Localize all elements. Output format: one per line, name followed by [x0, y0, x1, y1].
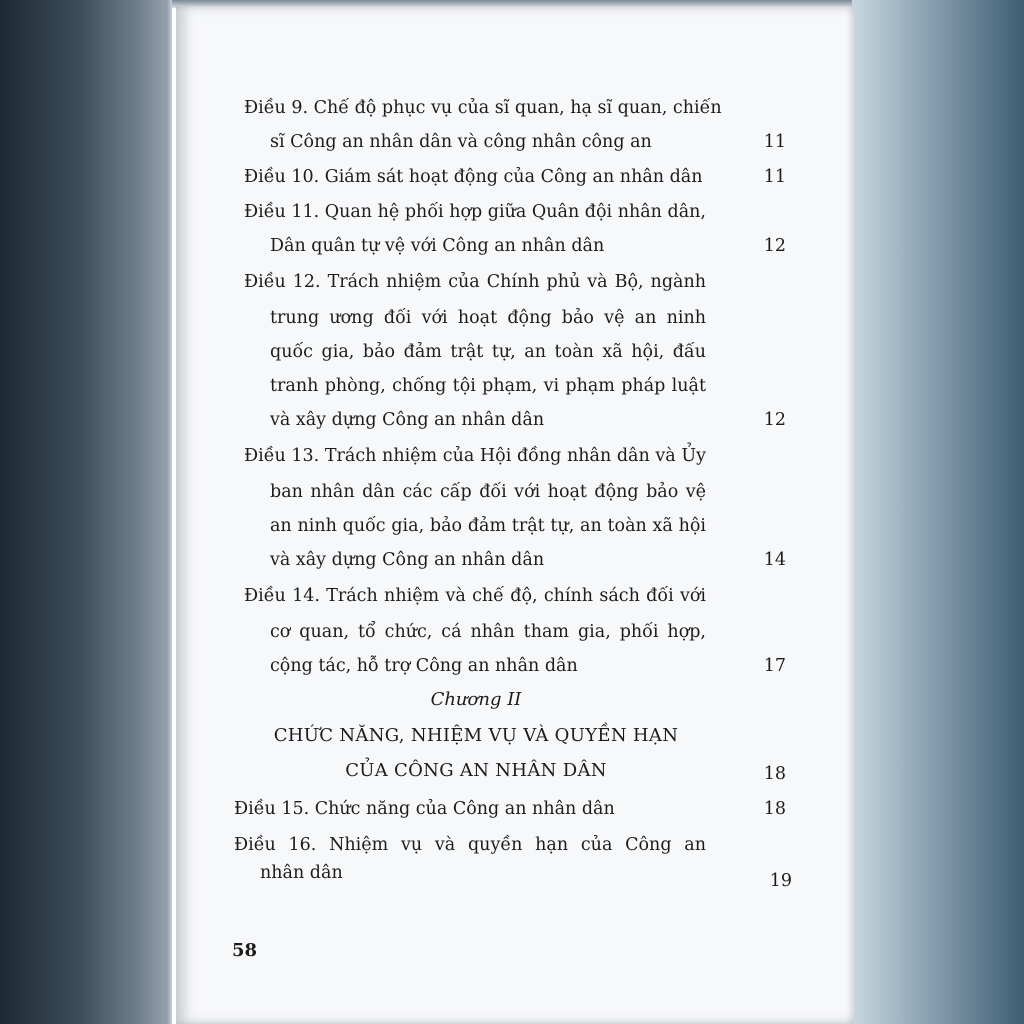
toc-line: và xây dựng Công an nhân dân: [270, 550, 545, 570]
toc-page-number: 19: [769, 871, 792, 891]
toc-line: Dân quân tự vệ với Công an nhân dân: [270, 236, 605, 256]
toc-page-number: 11: [763, 132, 786, 152]
book-page: [176, 6, 854, 1024]
toc-page-number: 18: [763, 764, 786, 784]
toc-page-number: 14: [763, 550, 786, 570]
toc-line: cơ quan, tổ chức, cá nhân tham gia, phối hợp,: [270, 622, 706, 642]
toc-line: Điều 14. Trách nhiệm và chế độ, chính sách đối với: [244, 586, 706, 606]
toc-line: nhân dân: [260, 863, 343, 883]
toc-line: an ninh quốc gia, bảo đảm trật tự, an toàn xã hội: [270, 516, 706, 536]
toc-line: tranh phòng, chống tội phạm, vi phạm pháp luật: [270, 376, 706, 396]
chapter-title-line: CHỨC NĂNG, NHIỆM VỤ VÀ QUYỀN HẠN: [273, 725, 679, 746]
chapter-title-line: CỦA CÔNG AN NHÂN DÂN: [345, 760, 607, 781]
chapter-label: Chương II: [430, 689, 522, 710]
toc-line: Điều 15. Chức năng của Công an nhân dân: [234, 799, 615, 819]
toc-line: Điều 13. Trách nhiệm của Hội đồng nhân dân và Ủy: [244, 446, 706, 466]
background-right: [852, 0, 1024, 1024]
toc-line: Điều 9. Chế độ phục vụ của sĩ quan, hạ sĩ quan, chiến: [244, 98, 722, 118]
toc-line: trung ương đối với hoạt động bảo vệ an ninh: [270, 308, 706, 328]
toc-line: Điều 16. Nhiệm vụ và quyền hạn của Công an: [234, 835, 706, 855]
toc-page-number: 17: [763, 656, 786, 676]
page-number: 58: [232, 940, 258, 961]
toc-page-number: 12: [763, 410, 786, 430]
toc-line: Điều 11. Quan hệ phối hợp giữa Quân đội nhân dân,: [244, 202, 706, 222]
toc-page-number: 18: [763, 799, 786, 819]
toc-line: cộng tác, hỗ trợ Công an nhân dân: [270, 656, 578, 676]
toc-page-number: 12: [763, 236, 786, 256]
toc-line: ban nhân dân các cấp đối với hoạt động bảo vệ: [270, 482, 706, 502]
toc-line: và xây dựng Công an nhân dân: [270, 410, 545, 430]
toc-line: Điều 10. Giám sát hoạt động của Công an nhân dân: [244, 167, 703, 187]
toc-page-number: 11: [763, 167, 786, 187]
background-left: [0, 0, 172, 1024]
toc-line: quốc gia, bảo đảm trật tự, an toàn xã hội, đấu: [270, 342, 706, 362]
toc-line: sĩ Công an nhân dân và công nhân công an: [270, 132, 652, 152]
toc-line: Điều 12. Trách nhiệm của Chính phủ và Bộ, ngành: [244, 272, 706, 292]
